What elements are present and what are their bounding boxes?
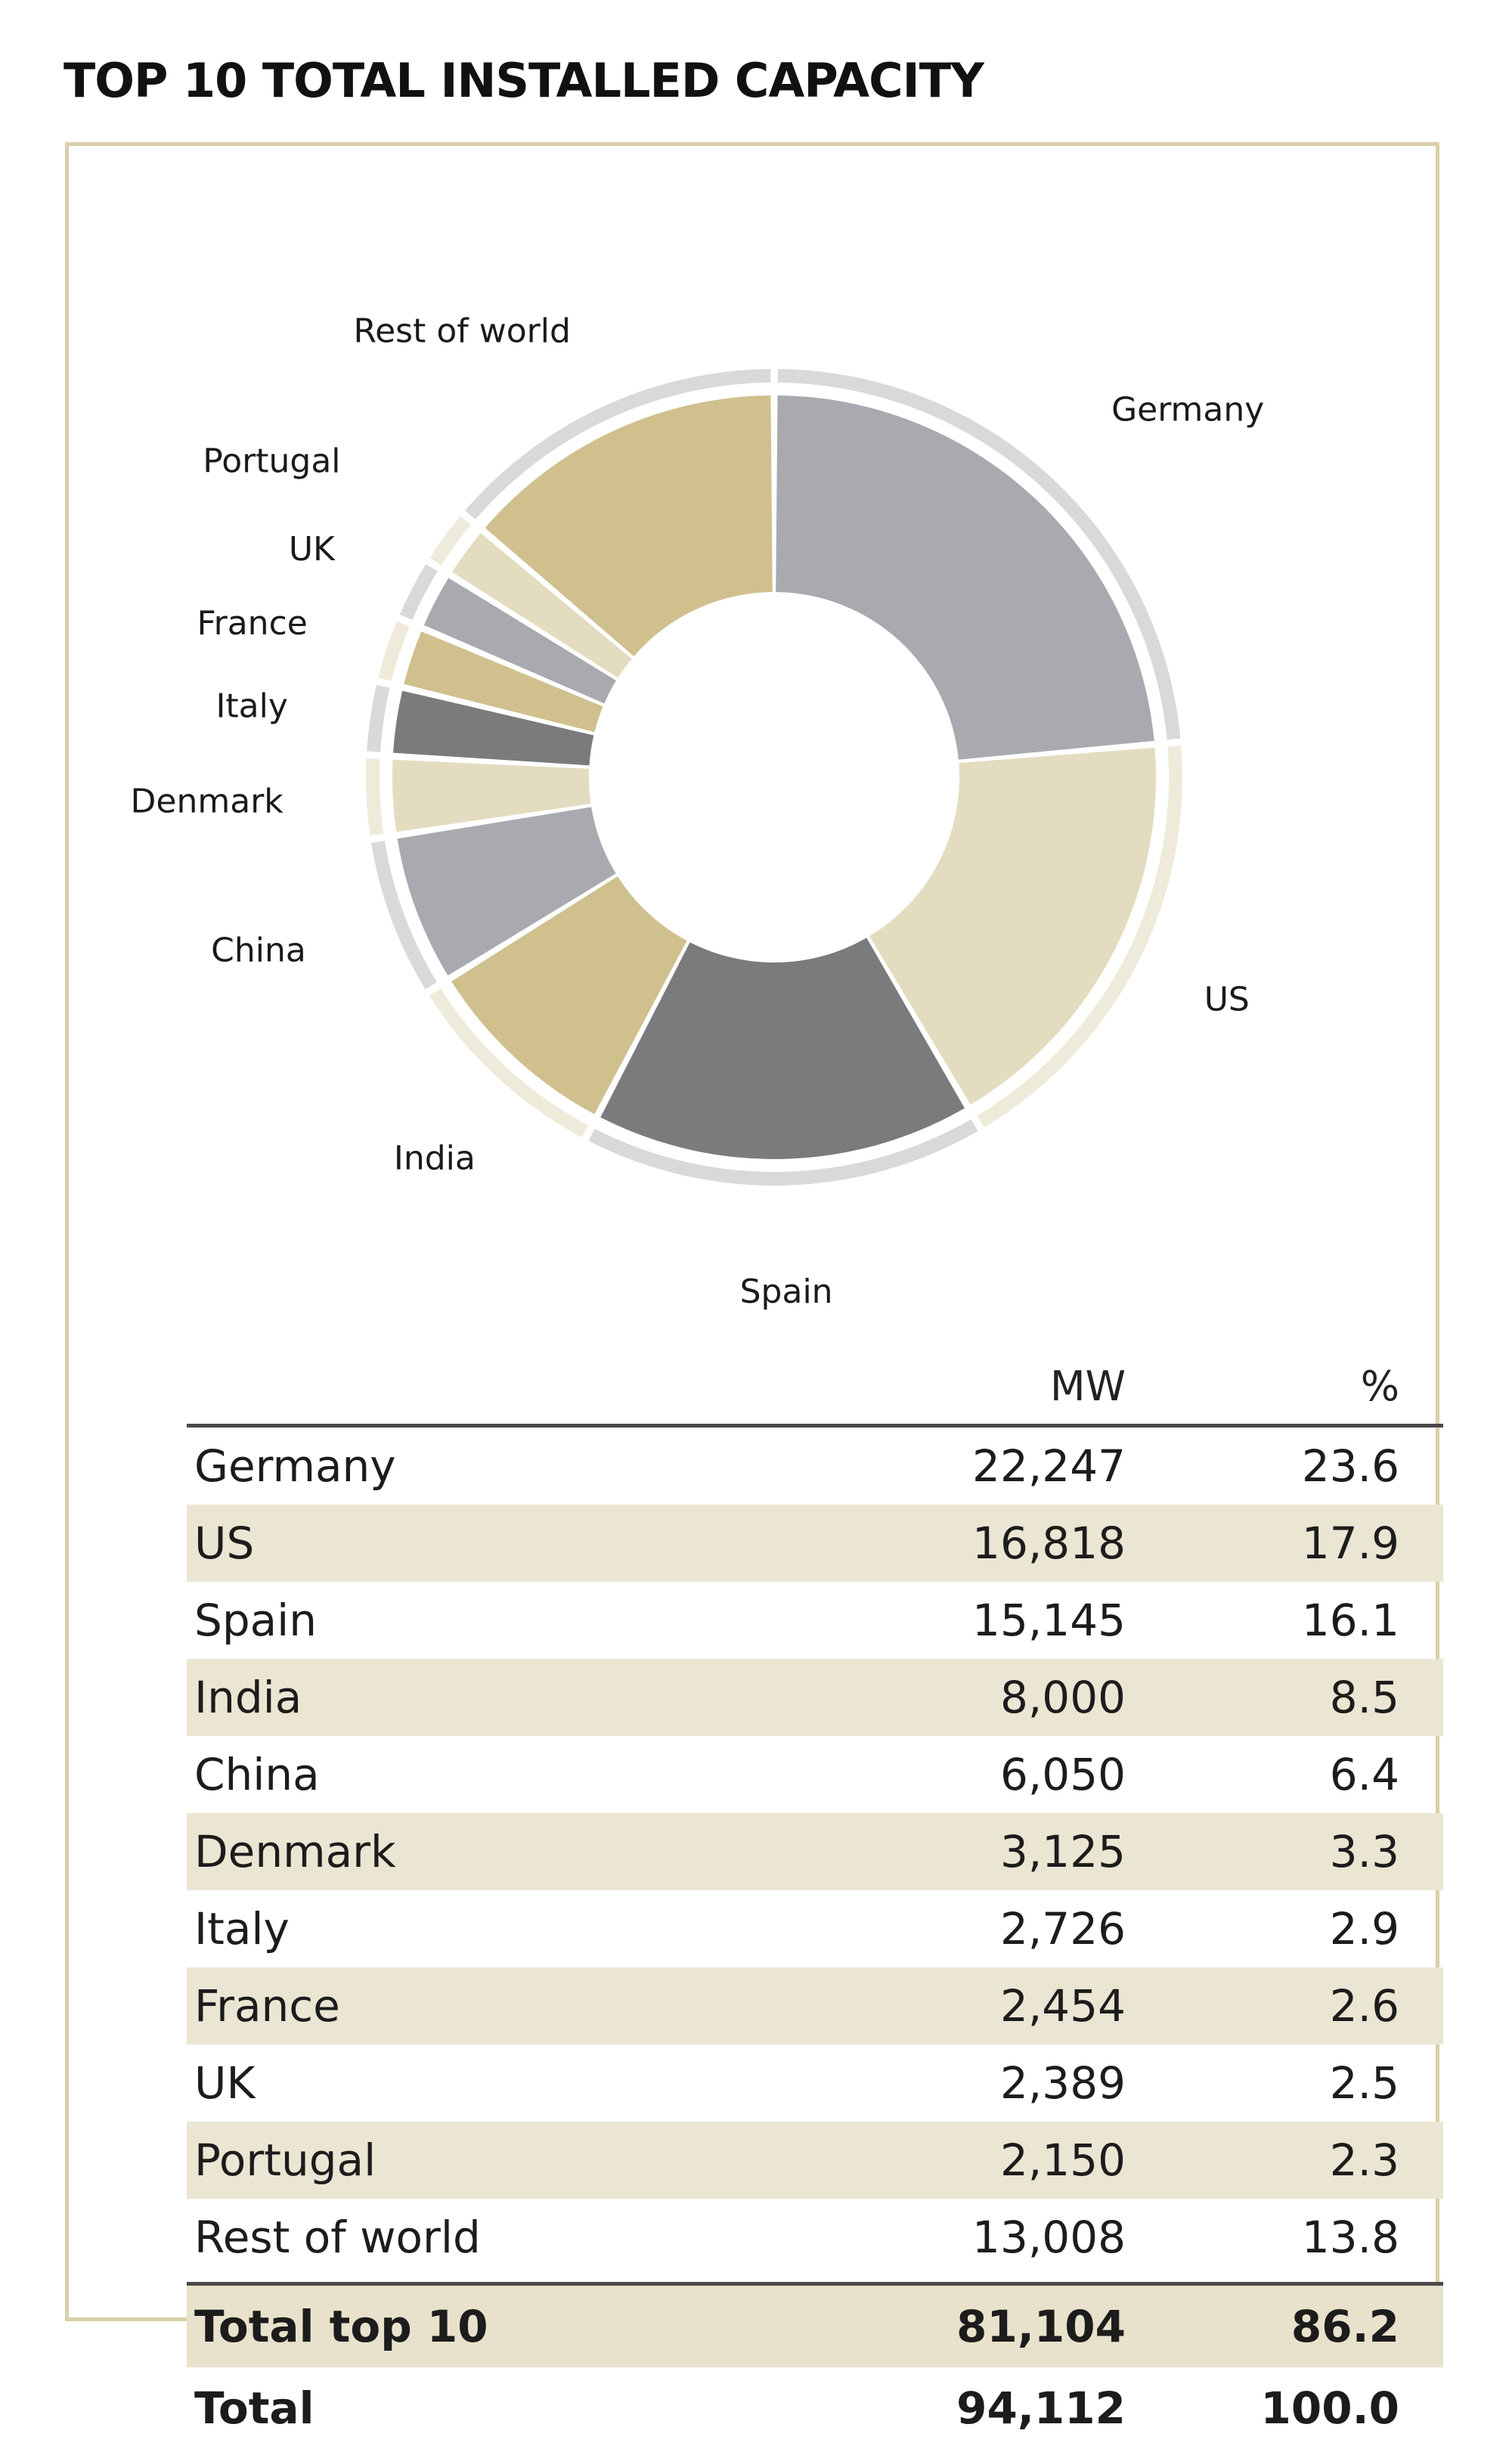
- row-mw-value: 22,247: [972, 1440, 1126, 1492]
- table-row: [187, 1428, 1443, 1505]
- row-name: Portugal: [194, 2134, 376, 2186]
- slice-label-china: China: [211, 931, 306, 970]
- row-percent-value: 3.3: [1329, 1826, 1399, 1877]
- table-header: [187, 1348, 1443, 1428]
- row-name: Denmark: [194, 1826, 396, 1877]
- table-body: [187, 1428, 1443, 2276]
- row-percent-value: 13.8: [1301, 2212, 1399, 2263]
- percent-column-header: %: [1360, 1362, 1399, 1410]
- row-name: Total top 10: [194, 2301, 488, 2352]
- row-name: France: [194, 1980, 340, 2032]
- slice-label-rest-of-world: Rest of world: [353, 312, 571, 351]
- row-name: Rest of world: [194, 2212, 481, 2263]
- row-mw-value: 94,112: [956, 2382, 1126, 2434]
- table-row: [187, 1582, 1443, 1659]
- table-row: [187, 2044, 1443, 2122]
- chart-panel: [65, 142, 1439, 2434]
- row-mw-value: 2,150: [999, 2134, 1126, 2186]
- row-name: Germany: [194, 1440, 396, 1492]
- row-percent-value: 100.0: [1260, 2382, 1399, 2434]
- row-percent-value: 6.4: [1329, 1749, 1399, 1800]
- slice-label-france: France: [197, 604, 308, 643]
- table-row: [187, 2122, 1443, 2199]
- row-percent-value: 2.9: [1329, 1903, 1399, 1955]
- row-mw-value: 8,000: [999, 1672, 1126, 1723]
- table-row: [187, 1890, 1443, 1967]
- table-row: [187, 1505, 1443, 1582]
- donut-chart: [69, 146, 1436, 1325]
- row-percent-value: 16.1: [1301, 1595, 1399, 1646]
- row-percent-value: 17.9: [1301, 1517, 1399, 1569]
- row-percent-value: 8.5: [1329, 1672, 1399, 1723]
- donut-slices: [392, 395, 1156, 1159]
- row-name: India: [194, 1672, 302, 1723]
- ring-segment-denmark: [366, 758, 383, 835]
- row-percent-value: 2.3: [1329, 2134, 1399, 2186]
- slice-label-germany: Germany: [1111, 390, 1265, 429]
- slice-label-portugal: Portugal: [203, 442, 341, 481]
- row-percent-value: 23.6: [1301, 1440, 1399, 1492]
- row-percent-value: 2.6: [1329, 1980, 1399, 2032]
- total-row: [187, 2367, 1443, 2449]
- table-row: [187, 2199, 1443, 2276]
- row-mw-value: 3,125: [999, 1826, 1126, 1877]
- row-mw-value: 81,104: [956, 2301, 1126, 2352]
- row-mw-value: 2,454: [999, 1980, 1126, 2032]
- slice-label-denmark: Denmark: [130, 782, 284, 821]
- slice-label-italy: Italy: [215, 687, 288, 726]
- row-mw-value: 13,008: [972, 2212, 1126, 2263]
- row-name: Spain: [194, 1595, 318, 1646]
- table-row: [187, 1967, 1443, 2044]
- capacity-table: [187, 1348, 1443, 2449]
- slice-label-uk: UK: [288, 529, 335, 569]
- table-row: [187, 1736, 1443, 1813]
- row-mw-value: 15,145: [972, 1595, 1126, 1646]
- row-mw-value: 6,050: [999, 1749, 1126, 1800]
- slice-label-us: US: [1204, 980, 1250, 1019]
- row-percent-value: 2.5: [1329, 2057, 1399, 2109]
- table-row: [187, 1659, 1443, 1736]
- ring-segment-italy: [367, 685, 389, 752]
- row-name: Total: [194, 2382, 314, 2434]
- slice-label-india: India: [393, 1139, 476, 1178]
- row-mw-value: 2,726: [999, 1903, 1126, 1955]
- row-mw-value: 16,818: [972, 1517, 1126, 1569]
- row-percent-value: 86.2: [1290, 2301, 1399, 2352]
- row-name: Italy: [194, 1903, 290, 1955]
- row-name: UK: [194, 2057, 256, 2109]
- row-name: US: [194, 1517, 255, 1569]
- total-row: [187, 2286, 1443, 2367]
- slice-germany: [776, 395, 1154, 760]
- row-mw-value: 2,389: [999, 2057, 1126, 2109]
- table-row: [187, 1813, 1443, 1890]
- ring-segment-france: [378, 622, 409, 681]
- mw-column-header: MW: [1050, 1362, 1126, 1410]
- row-name: China: [194, 1749, 320, 1800]
- page-title: TOP 10 TOTAL INSTALLED CAPACITY: [64, 53, 984, 108]
- slice-label-spain: Spain: [739, 1272, 833, 1311]
- table-totals: [187, 2282, 1443, 2449]
